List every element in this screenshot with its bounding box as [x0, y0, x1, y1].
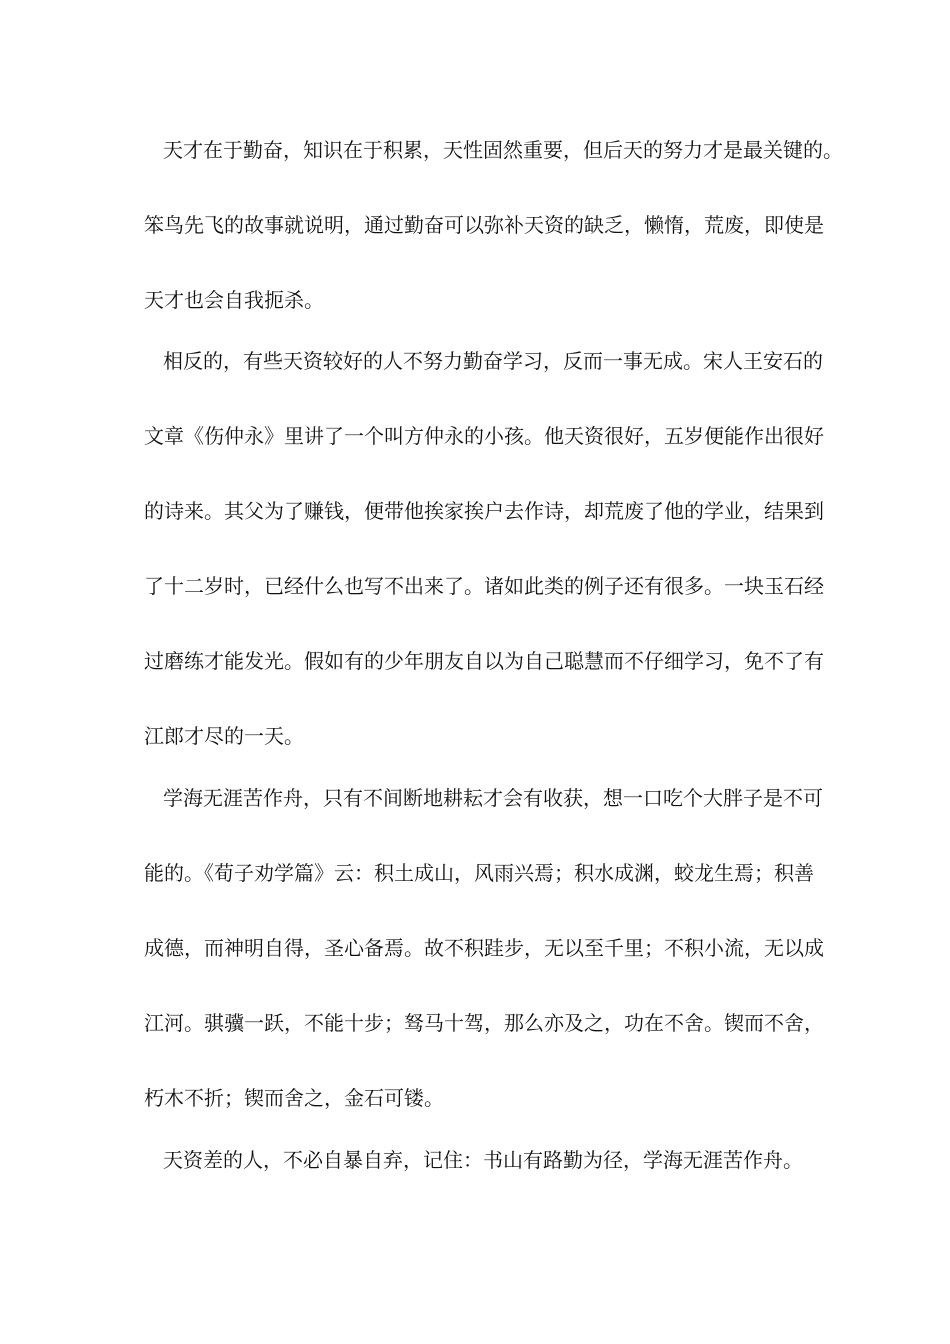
- paragraph-line: 江郎才尽的一天。: [144, 724, 304, 748]
- paragraph-line: 天才也会自我扼杀。: [144, 288, 324, 312]
- paragraph-line: 能的。《荀子劝学篇》云：积土成山，风雨兴焉；积水成渊，蛟龙生焉；积善: [144, 861, 814, 885]
- paragraph-line: 朽木不折；锲而舍之，金石可镂。: [144, 1086, 444, 1110]
- paragraph-line: 文章《伤仲永》里讲了一个叫方仲永的小孩。他天资很好，五岁便能作出很好: [144, 424, 824, 448]
- paragraph-line: 过磨练才能发光。假如有的少年朋友自以为自己聪慧而不仔细学习，免不了有: [144, 649, 824, 673]
- paragraph-line: 了十二岁时，已经什么也写不出来了。诸如此类的例子还有很多。一块玉石经: [144, 574, 824, 598]
- paragraph-line: 天才在于勤奋，知识在于积累，天性固然重要，但后天的努力才是最关键的。: [163, 138, 843, 162]
- paragraph-line: 的诗来。其父为了赚钱，便带他挨家挨户去作诗，却荒废了他的学业，结果到: [144, 499, 824, 523]
- paragraph-line: 相反的，有些天资较好的人不努力勤奋学习，反而一事无成。宋人王安石的: [163, 349, 823, 373]
- paragraph-line: 天资差的人，不必自暴自弃，记住：书山有路勤为径，学海无涯苦作舟。: [163, 1148, 803, 1172]
- paragraph-line: 笨鸟先飞的故事就说明，通过勤奋可以弥补天资的缺乏，懒惰，荒废，即使是: [144, 213, 824, 237]
- paragraph-line: 学海无涯苦作舟，只有不间断地耕耘才会有收获，想一口吃个大胖子是不可: [163, 786, 823, 810]
- paragraph-line: 成德，而神明自得，圣心备焉。故不积跬步，无以至千里；不积小流，无以成: [144, 936, 824, 960]
- paragraph-line: 江河。骐骥一跃，不能十步；驽马十驾，那么亦及之，功在不舍。锲而不舍，: [144, 1011, 824, 1035]
